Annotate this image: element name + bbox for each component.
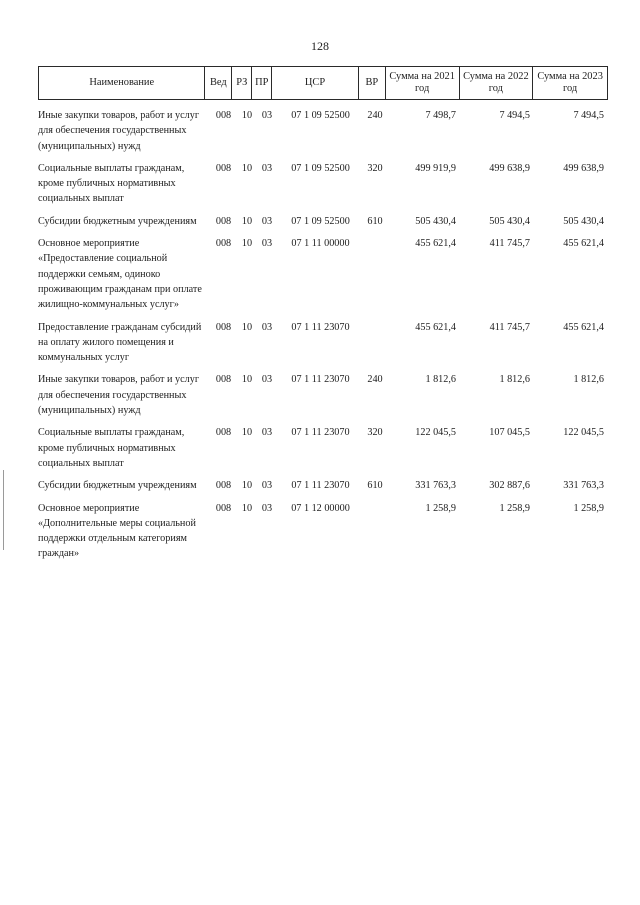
row-ved: 008 xyxy=(215,480,232,492)
row-sum-2022: 7 494,5 xyxy=(499,110,530,121)
row-sum-2021: 331 763,3 xyxy=(415,480,456,492)
row-sum-2022: 505 430,4 xyxy=(489,215,530,227)
row-pr: 03 xyxy=(261,502,273,514)
header-csr: ЦСР xyxy=(272,67,359,99)
header-sum-2023: Сумма на 2023 год xyxy=(537,71,603,94)
row-csr: 07 1 11 23070 xyxy=(291,321,350,333)
row-sum-2022: 411 745,7 xyxy=(489,238,530,250)
row-sum-2022: 411 745,7 xyxy=(489,321,530,333)
scan-edge-mark xyxy=(3,470,4,550)
row-sum-2021: 1 258,9 xyxy=(425,502,456,514)
table-body xyxy=(38,108,618,569)
row-pr: 03 xyxy=(261,162,273,174)
row-rz: 10 xyxy=(241,502,253,514)
row-csr: 07 1 12 00000 xyxy=(291,502,350,514)
row-name: Иные закупки товаров, работ и услуг для обеспечения государственных (муниципальных) нужд xyxy=(38,374,199,417)
row-csr: 07 1 09 52500 xyxy=(291,162,350,174)
row-rz: 10 xyxy=(241,162,253,174)
row-sum-2022: 302 887,6 xyxy=(489,480,530,492)
row-sum-2022: 1 258,9 xyxy=(499,502,530,514)
table-row xyxy=(38,214,618,229)
row-csr: 07 1 11 23070 xyxy=(291,480,350,492)
page-number: 128 xyxy=(311,39,329,53)
header-ved: Вед xyxy=(205,67,232,99)
row-rz: 10 xyxy=(241,321,253,333)
row-vr: 240 xyxy=(367,110,383,121)
row-sum-2021: 7 498,7 xyxy=(425,110,456,121)
table-row xyxy=(38,108,618,154)
row-rz: 10 xyxy=(241,215,253,227)
row-csr: 07 1 11 00000 xyxy=(291,238,350,250)
row-name: Субсидии бюджетным учреждениям xyxy=(38,480,197,492)
table-row xyxy=(38,236,618,312)
row-ved: 008 xyxy=(215,374,232,386)
header-vr: ВР xyxy=(359,67,386,99)
row-sum-2022: 107 045,5 xyxy=(489,427,530,439)
row-vr: 240 xyxy=(367,374,383,386)
row-name: Социальные выплаты гражданам, кроме публичных нормативных социальных выплат xyxy=(38,427,185,469)
row-sum-2021: 455 621,4 xyxy=(415,321,456,333)
row-sum-2021: 499 919,9 xyxy=(415,162,456,174)
row-sum-2021: 455 621,4 xyxy=(415,238,456,250)
table-header xyxy=(38,66,608,100)
table-row xyxy=(38,425,618,471)
row-rz: 10 xyxy=(241,480,253,492)
row-sum-2023: 499 638,9 xyxy=(563,162,604,174)
row-ved: 008 xyxy=(215,215,232,227)
table-row xyxy=(38,478,618,493)
row-pr: 03 xyxy=(261,321,273,333)
row-pr: 03 xyxy=(261,238,273,250)
row-sum-2021: 505 430,4 xyxy=(415,215,456,227)
row-csr: 07 1 11 23070 xyxy=(291,374,350,386)
row-csr: 07 1 09 52500 xyxy=(291,110,350,121)
row-name: Предоставление гражданам субсидий на оплату жилого помещения и коммунальных услуг xyxy=(38,321,202,364)
row-sum-2022: 1 812,6 xyxy=(499,374,530,386)
row-ved: 008 xyxy=(215,162,232,174)
header-pr: ПР xyxy=(252,67,272,99)
header-name: Наименование xyxy=(39,67,205,99)
row-name: Социальные выплаты гражданам, кроме публичных нормативных социальных выплат xyxy=(38,162,185,205)
row-sum-2023: 7 494,5 xyxy=(573,110,604,121)
table-row xyxy=(38,372,618,418)
row-pr: 03 xyxy=(261,374,273,386)
header-rz: РЗ xyxy=(232,67,252,99)
row-pr: 03 xyxy=(261,427,273,439)
row-ved: 008 xyxy=(215,110,232,121)
row-sum-2023: 455 621,4 xyxy=(563,238,604,250)
table-row xyxy=(38,161,618,207)
row-name: Иные закупки товаров, работ и услуг для обеспечения государственных (муниципальных) нужд xyxy=(38,110,199,152)
row-csr: 07 1 09 52500 xyxy=(291,215,350,227)
row-rz: 10 xyxy=(241,110,253,121)
row-name: Субсидии бюджетным учреждениям xyxy=(38,215,197,227)
table-row xyxy=(38,501,618,562)
row-ved: 008 xyxy=(215,427,232,439)
row-ved: 008 xyxy=(215,502,232,514)
row-ved: 008 xyxy=(215,238,232,250)
row-rz: 10 xyxy=(241,238,253,250)
row-rz: 10 xyxy=(241,374,253,386)
header-sum-2021: Сумма на 2021 год xyxy=(386,67,460,99)
row-sum-2023: 455 621,4 xyxy=(563,321,604,333)
row-vr: 610 xyxy=(367,215,383,227)
row-name: Основное мероприятие «Дополнительные меры социальной поддержки отдельным категориям граждан» xyxy=(38,502,196,560)
row-sum-2023: 505 430,4 xyxy=(563,215,604,227)
row-vr: 610 xyxy=(367,480,383,492)
row-rz: 10 xyxy=(241,427,253,439)
row-sum-2023: 1 812,6 xyxy=(573,374,604,386)
row-ved: 008 xyxy=(215,321,232,333)
row-vr: 320 xyxy=(367,162,383,174)
row-pr: 03 xyxy=(261,480,273,492)
row-csr: 07 1 11 23070 xyxy=(291,427,350,439)
row-sum-2021: 1 812,6 xyxy=(425,374,456,386)
row-sum-2021: 122 045,5 xyxy=(415,427,456,439)
table-row xyxy=(38,320,618,366)
row-vr: 320 xyxy=(367,427,383,439)
row-sum-2022: 499 638,9 xyxy=(489,162,530,174)
row-sum-2023: 1 258,9 xyxy=(573,502,604,514)
row-pr: 03 xyxy=(261,215,273,227)
row-sum-2023: 122 045,5 xyxy=(563,427,604,439)
row-pr: 03 xyxy=(261,110,273,121)
row-name: Основное мероприятие «Предоставление социальной поддержки семьям, одиноко проживающим гражданам при оплате жилищно-коммунальных услуг» xyxy=(38,238,202,311)
header-sum-2022: Сумма на 2022 год xyxy=(460,67,534,99)
row-sum-2023: 331 763,3 xyxy=(563,480,604,492)
